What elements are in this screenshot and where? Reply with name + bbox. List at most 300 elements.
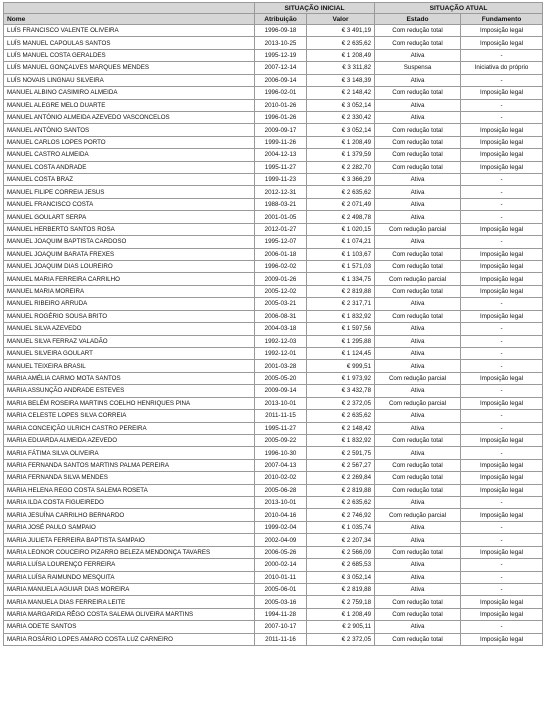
cell-valor: € 1 208,49 [307, 136, 375, 148]
group-header-situacao-atual: SITUAÇÃO ATUAL [375, 3, 543, 14]
cell-atribuicao: 2006-05-26 [255, 546, 307, 558]
cell-fundamento: Imposição legal [461, 472, 543, 484]
cell-estado: Ativa [375, 385, 461, 397]
table-row [4, 497, 543, 509]
cell-valor: € 2 591,75 [307, 447, 375, 459]
cell-estado: Ativa [375, 99, 461, 111]
cell-fundamento: - [461, 583, 543, 595]
cell-nome: MANUEL MARIA FERREIRA CARRILHO [4, 273, 255, 285]
table-row [4, 248, 543, 260]
table-row [4, 111, 543, 123]
cell-valor: € 2 071,49 [307, 198, 375, 210]
cell-estado: Ativa [375, 298, 461, 310]
cell-atribuicao: 2009-09-17 [255, 124, 307, 136]
cell-fundamento: - [461, 298, 543, 310]
cell-nome: MARIA MARGARIDA RÊGO COSTA SALEMA OLIVEIRA MARTINS [4, 608, 255, 620]
cell-valor: € 1 208,49 [307, 608, 375, 620]
cell-fundamento: - [461, 497, 543, 509]
cell-nome: MANUEL FRANCISCO COSTA [4, 198, 255, 210]
table-row [4, 633, 543, 645]
cell-estado: Com redução total [375, 124, 461, 136]
cell-valor: € 1 208,49 [307, 49, 375, 61]
cell-nome: MANUEL CARLOS LOPES PORTO [4, 136, 255, 148]
cell-atribuicao: 1996-09-18 [255, 25, 307, 37]
cell-fundamento: Imposição legal [461, 149, 543, 161]
table-row [4, 198, 543, 210]
table-row [4, 534, 543, 546]
cell-estado: Com redução total [375, 608, 461, 620]
cell-atribuicao: 2005-09-22 [255, 434, 307, 446]
cell-nome: MANUEL CASTRO ALMEIDA [4, 149, 255, 161]
cell-valor: € 3 366,29 [307, 174, 375, 186]
cell-atribuicao: 2013-10-01 [255, 397, 307, 409]
cell-valor: € 2 498,78 [307, 211, 375, 223]
cell-fundamento: Imposição legal [461, 285, 543, 297]
cell-estado: Com redução parcial [375, 273, 461, 285]
cell-atribuicao: 2010-04-16 [255, 509, 307, 521]
table-row [4, 211, 543, 223]
cell-nome: MANUEL SILVA FERRAZ VALADÃO [4, 335, 255, 347]
cell-atribuicao: 2010-02-02 [255, 472, 307, 484]
cell-atribuicao: 2001-01-05 [255, 211, 307, 223]
table-row [4, 397, 543, 409]
cell-fundamento: Imposição legal [461, 633, 543, 645]
cell-nome: MARIA CONCEIÇÃO ULRICH CASTRO PEREIRA [4, 422, 255, 434]
cell-atribuicao: 1996-01-26 [255, 111, 307, 123]
cell-atribuicao: 2006-08-31 [255, 310, 307, 322]
table-row [4, 37, 543, 49]
cell-atribuicao: 2005-06-28 [255, 484, 307, 496]
cell-nome: MANUEL ALBINO CASIMIRO ALMEIDA [4, 87, 255, 99]
cell-fundamento: - [461, 236, 543, 248]
table-row [4, 608, 543, 620]
cell-estado: Com redução parcial [375, 372, 461, 384]
cell-fundamento: Imposição legal [461, 397, 543, 409]
cell-valor: € 1 103,67 [307, 248, 375, 260]
cell-nome: MANUEL COSTA BRAZ [4, 174, 255, 186]
cell-estado: Com redução parcial [375, 397, 461, 409]
cell-valor: € 2 635,62 [307, 186, 375, 198]
cell-fundamento: - [461, 621, 543, 633]
cell-valor: € 2 759,18 [307, 596, 375, 608]
cell-valor: € 2 330,42 [307, 111, 375, 123]
cell-estado: Com redução total [375, 136, 461, 148]
cell-estado: Com redução total [375, 596, 461, 608]
cell-fundamento: - [461, 521, 543, 533]
cell-nome: MARIA FÁTIMA SILVA OLIVEIRA [4, 447, 255, 459]
table-row [4, 583, 543, 595]
cell-fundamento: Imposição legal [461, 37, 543, 49]
cell-nome: MANUEL JOAQUIM BARATA FREXES [4, 248, 255, 260]
cell-nome: MARIA EDUARDA ALMEIDA AZEVEDO [4, 434, 255, 446]
cell-nome: MANUEL ROGÉRIO SOUSA BRITO [4, 310, 255, 322]
cell-valor: € 1 973,92 [307, 372, 375, 384]
cell-estado: Ativa [375, 583, 461, 595]
cell-valor: € 3 311,82 [307, 62, 375, 74]
table-row [4, 571, 543, 583]
cell-fundamento: - [461, 410, 543, 422]
column-header-estado: Estado [375, 14, 461, 25]
cell-atribuicao: 2007-04-13 [255, 459, 307, 471]
cell-valor: € 1 832,92 [307, 310, 375, 322]
cell-estado: Com redução total [375, 261, 461, 273]
cell-atribuicao: 2000-02-14 [255, 559, 307, 571]
cell-nome: LUÍS MANUEL COSTA GERALDES [4, 49, 255, 61]
cell-atribuicao: 1995-12-07 [255, 236, 307, 248]
cell-estado: Ativa [375, 236, 461, 248]
cell-fundamento: Imposição legal [461, 223, 543, 235]
cell-valor: € 1 832,92 [307, 434, 375, 446]
cell-valor: € 3 052,14 [307, 99, 375, 111]
cell-estado: Ativa [375, 74, 461, 86]
cell-fundamento: Imposição legal [461, 87, 543, 99]
cell-estado: Com redução total [375, 87, 461, 99]
cell-atribuicao: 2012-01-27 [255, 223, 307, 235]
cell-valor: € 2 635,62 [307, 410, 375, 422]
cell-estado: Com redução total [375, 149, 461, 161]
pensions-table [3, 2, 543, 646]
cell-nome: MARIA CELESTE LOPES SILVA CORREIA [4, 410, 255, 422]
cell-estado: Com redução total [375, 484, 461, 496]
cell-atribuicao: 2010-01-26 [255, 99, 307, 111]
cell-valor: € 1 379,59 [307, 149, 375, 161]
cell-atribuicao: 2006-01-18 [255, 248, 307, 260]
cell-atribuicao: 2009-09-14 [255, 385, 307, 397]
table-row [4, 347, 543, 359]
cell-valor: € 1 597,56 [307, 323, 375, 335]
table-row [4, 472, 543, 484]
cell-atribuicao: 2001-03-28 [255, 360, 307, 372]
cell-atribuicao: 1999-11-23 [255, 174, 307, 186]
cell-fundamento: - [461, 422, 543, 434]
cell-fundamento: Imposição legal [461, 459, 543, 471]
cell-atribuicao: 2005-03-16 [255, 596, 307, 608]
cell-estado: Ativa [375, 422, 461, 434]
cell-estado: Ativa [375, 497, 461, 509]
cell-valor: € 2 685,53 [307, 559, 375, 571]
cell-fundamento: Imposição legal [461, 596, 543, 608]
cell-nome: MANUEL RIBEIRO ARRUDA [4, 298, 255, 310]
cell-fundamento: - [461, 74, 543, 86]
cell-valor: € 2 317,71 [307, 298, 375, 310]
cell-estado: Com redução total [375, 434, 461, 446]
header-group-row [4, 3, 543, 14]
table-row [4, 372, 543, 384]
table-row [4, 447, 543, 459]
cell-atribuicao: 1988-03-21 [255, 198, 307, 210]
cell-nome: MARIA ROSÁRIO LOPES AMARO COSTA LUZ CARNEIRO [4, 633, 255, 645]
cell-nome: MARIA MANUELA DIAS FERREIRA LEITE [4, 596, 255, 608]
table-row [4, 298, 543, 310]
table-row [4, 186, 543, 198]
cell-estado: Com redução total [375, 25, 461, 37]
cell-atribuicao: 2004-03-18 [255, 323, 307, 335]
cell-valor: € 3 432,78 [307, 385, 375, 397]
cell-nome: MARIA LUÍSA RAIMUNDO MESQUITA [4, 571, 255, 583]
cell-atribuicao: 2005-12-02 [255, 285, 307, 297]
cell-atribuicao: 2011-11-16 [255, 633, 307, 645]
table-row [4, 136, 543, 148]
cell-fundamento: Imposição legal [461, 310, 543, 322]
cell-nome: MARIA LEONOR COUCEIRO PIZARRO BELEZA MENDONÇA TAVARES [4, 546, 255, 558]
cell-estado: Com redução total [375, 459, 461, 471]
table-header [4, 3, 543, 25]
cell-nome: MANUEL MARIA MOREIRA [4, 285, 255, 297]
cell-nome: MANUEL FILIPE CORREIA JESUS [4, 186, 255, 198]
cell-atribuicao: 2013-10-01 [255, 497, 307, 509]
cell-valor: € 3 491,19 [307, 25, 375, 37]
cell-nome: MARIA AMÉLIA CARMO MOTA SANTOS [4, 372, 255, 384]
cell-valor: € 1 295,88 [307, 335, 375, 347]
table-row [4, 74, 543, 86]
cell-atribuicao: 2005-06-01 [255, 583, 307, 595]
table-row [4, 621, 543, 633]
cell-nome: MARIA JULIETA FERREIRA BAPTISTA SAMPAIO [4, 534, 255, 546]
cell-nome: LUÍS FRANCISCO VALENTE OLIVEIRA [4, 25, 255, 37]
cell-atribuicao: 1995-12-19 [255, 49, 307, 61]
table-row [4, 62, 543, 74]
column-header-atribuicao: Atribuição [255, 14, 307, 25]
cell-atribuicao: 2007-12-14 [255, 62, 307, 74]
table-row [4, 25, 543, 37]
header-spacer [4, 3, 255, 14]
cell-fundamento: - [461, 347, 543, 359]
cell-estado: Suspensa [375, 62, 461, 74]
cell-fundamento: Imposição legal [461, 136, 543, 148]
cell-fundamento: - [461, 534, 543, 546]
column-header-valor: Valor [307, 14, 375, 25]
cell-nome: MANUEL GOULART SERPA [4, 211, 255, 223]
cell-estado: Com redução parcial [375, 223, 461, 235]
cell-fundamento: - [461, 447, 543, 459]
cell-atribuicao: 1996-02-02 [255, 261, 307, 273]
cell-valor: € 2 746,92 [307, 509, 375, 521]
cell-fundamento: - [461, 111, 543, 123]
cell-atribuicao: 1996-10-30 [255, 447, 307, 459]
cell-estado: Ativa [375, 559, 461, 571]
column-header-nome: Nome [4, 14, 255, 25]
cell-fundamento: - [461, 49, 543, 61]
cell-valor: € 2 207,34 [307, 534, 375, 546]
table-row [4, 236, 543, 248]
cell-estado: Ativa [375, 186, 461, 198]
cell-atribuicao: 2010-01-11 [255, 571, 307, 583]
cell-nome: LUÍS MANUEL CAPOULAS SANTOS [4, 37, 255, 49]
cell-nome: MANUEL JOAQUIM BAPTISTA CARDOSO [4, 236, 255, 248]
cell-valor: € 1 124,45 [307, 347, 375, 359]
cell-fundamento: Imposição legal [461, 434, 543, 446]
table-row [4, 546, 543, 558]
cell-estado: Com redução total [375, 248, 461, 260]
cell-valor: € 2 567,27 [307, 459, 375, 471]
cell-fundamento: Imposição legal [461, 124, 543, 136]
cell-fundamento: - [461, 211, 543, 223]
cell-atribuicao: 1995-11-27 [255, 161, 307, 173]
table-row [4, 434, 543, 446]
cell-nome: MARIA FERNANDA SILVA MENDES [4, 472, 255, 484]
cell-fundamento: Imposição legal [461, 261, 543, 273]
table-row [4, 521, 543, 533]
table-row [4, 285, 543, 297]
cell-nome: MARIA BELÉM ROSEIRA MARTINS COELHO HENRIQUES PINA [4, 397, 255, 409]
table-row [4, 261, 543, 273]
cell-valor: € 2 372,05 [307, 633, 375, 645]
cell-atribuicao: 2005-05-20 [255, 372, 307, 384]
table-row [4, 509, 543, 521]
cell-nome: MARIA ILDA COSTA FIGUEIREDO [4, 497, 255, 509]
cell-nome: MANUEL ANTÓNIO SANTOS [4, 124, 255, 136]
cell-estado: Com redução total [375, 37, 461, 49]
header-column-row [4, 14, 543, 25]
table-row [4, 87, 543, 99]
table-row [4, 360, 543, 372]
cell-fundamento: Imposição legal [461, 25, 543, 37]
cell-valor: € 3 052,14 [307, 571, 375, 583]
cell-valor: € 2 905,11 [307, 621, 375, 633]
cell-estado: Com redução total [375, 285, 461, 297]
table-row [4, 161, 543, 173]
cell-estado: Ativa [375, 621, 461, 633]
cell-estado: Com redução total [375, 472, 461, 484]
cell-valor: € 2 282,70 [307, 161, 375, 173]
cell-nome: MANUEL SILVEIRA GOULART [4, 347, 255, 359]
cell-valor: € 1 035,74 [307, 521, 375, 533]
table-row [4, 149, 543, 161]
cell-fundamento: Imposição legal [461, 273, 543, 285]
cell-atribuicao: 1999-11-26 [255, 136, 307, 148]
cell-nome: MARIA FERNANDA SANTOS MARTINS PALMA PEREIRA [4, 459, 255, 471]
cell-fundamento: Imposição legal [461, 248, 543, 260]
table-row [4, 484, 543, 496]
cell-fundamento: - [461, 174, 543, 186]
cell-fundamento: Imposição legal [461, 546, 543, 558]
cell-fundamento: - [461, 186, 543, 198]
cell-atribuicao: 2013-10-25 [255, 37, 307, 49]
cell-estado: Ativa [375, 211, 461, 223]
cell-atribuicao: 2009-01-26 [255, 273, 307, 285]
cell-estado: Ativa [375, 49, 461, 61]
cell-atribuicao: 2007-10-17 [255, 621, 307, 633]
cell-valor: € 1 334,75 [307, 273, 375, 285]
cell-fundamento: Imposição legal [461, 372, 543, 384]
cell-fundamento: Imposição legal [461, 161, 543, 173]
cell-nome: MARIA JESUÍNA CARRILHO BERNARDO [4, 509, 255, 521]
cell-valor: € 2 148,42 [307, 87, 375, 99]
table-body [4, 25, 543, 646]
table-row [4, 223, 543, 235]
cell-estado: Ativa [375, 447, 461, 459]
cell-nome: LUÍS NOVAIS LINGNAU SILVEIRA [4, 74, 255, 86]
cell-estado: Ativa [375, 335, 461, 347]
cell-atribuicao: 2012-12-31 [255, 186, 307, 198]
cell-estado: Com redução total [375, 161, 461, 173]
cell-atribuicao: 1994-11-28 [255, 608, 307, 620]
cell-valor: € 3 148,39 [307, 74, 375, 86]
cell-atribuicao: 2006-09-14 [255, 74, 307, 86]
cell-estado: Ativa [375, 323, 461, 335]
cell-valor: € 2 372,05 [307, 397, 375, 409]
cell-valor: € 2 148,42 [307, 422, 375, 434]
cell-estado: Ativa [375, 571, 461, 583]
table-row [4, 422, 543, 434]
cell-nome: MARIA ODETE SANTOS [4, 621, 255, 633]
cell-nome: MANUEL COSTA ANDRADE [4, 161, 255, 173]
table-row [4, 323, 543, 335]
cell-estado: Com redução parcial [375, 509, 461, 521]
cell-valor: € 3 052,14 [307, 124, 375, 136]
table-row [4, 310, 543, 322]
table-row [4, 459, 543, 471]
table-row [4, 410, 543, 422]
cell-fundamento: Imposição legal [461, 484, 543, 496]
cell-fundamento: - [461, 323, 543, 335]
cell-fundamento: - [461, 385, 543, 397]
cell-valor: € 2 566,09 [307, 546, 375, 558]
cell-nome: MARIA HELENA REGO COSTA SALEMA ROSETA [4, 484, 255, 496]
cell-estado: Ativa [375, 174, 461, 186]
cell-nome: MANUEL JOAQUIM DIAS LOUREIRO [4, 261, 255, 273]
cell-valor: € 2 819,88 [307, 484, 375, 496]
cell-atribuicao: 2002-04-09 [255, 534, 307, 546]
cell-atribuicao: 2004-12-13 [255, 149, 307, 161]
cell-estado: Ativa [375, 521, 461, 533]
cell-estado: Ativa [375, 410, 461, 422]
table-row [4, 335, 543, 347]
cell-valor: € 2 269,84 [307, 472, 375, 484]
cell-nome: MARIA ASSUNÇÃO ANDRADE ESTEVES [4, 385, 255, 397]
cell-valor: € 999,51 [307, 360, 375, 372]
cell-estado: Ativa [375, 347, 461, 359]
column-header-fundamento: Fundamento [461, 14, 543, 25]
table-row [4, 273, 543, 285]
cell-nome: MARIA JOSÉ PAULO SAMPAIO [4, 521, 255, 533]
cell-atribuicao: 1992-12-01 [255, 347, 307, 359]
cell-estado: Com redução total [375, 310, 461, 322]
cell-atribuicao: 1999-02-04 [255, 521, 307, 533]
cell-fundamento: - [461, 335, 543, 347]
cell-atribuicao: 2011-11-15 [255, 410, 307, 422]
cell-fundamento: Imposição legal [461, 509, 543, 521]
cell-nome: MANUEL SILVA AZEVEDO [4, 323, 255, 335]
cell-nome: LUÍS MANUEL GONÇALVES MARQUES MENDES [4, 62, 255, 74]
table-row [4, 596, 543, 608]
cell-estado: Com redução total [375, 633, 461, 645]
table-row [4, 385, 543, 397]
cell-estado: Ativa [375, 360, 461, 372]
cell-valor: € 2 819,88 [307, 285, 375, 297]
cell-atribuicao: 1996-02-01 [255, 87, 307, 99]
cell-valor: € 1 571,03 [307, 261, 375, 273]
table-row [4, 559, 543, 571]
cell-nome: MANUEL TEIXEIRA BRASIL [4, 360, 255, 372]
table-row [4, 99, 543, 111]
cell-fundamento: - [461, 571, 543, 583]
cell-fundamento: - [461, 559, 543, 571]
cell-valor: € 1 074,21 [307, 236, 375, 248]
cell-atribuicao: 1992-12-03 [255, 335, 307, 347]
cell-valor: € 2 635,62 [307, 497, 375, 509]
cell-valor: € 1 020,15 [307, 223, 375, 235]
cell-nome: MANUEL ANTÓNIO ALMEIDA AZEVEDO VASCONCELOS [4, 111, 255, 123]
cell-nome: MANUEL HERBERTO SANTOS ROSA [4, 223, 255, 235]
cell-atribuicao: 1995-11-27 [255, 422, 307, 434]
cell-estado: Ativa [375, 198, 461, 210]
cell-nome: MANUEL ALEGRE MELO DUARTE [4, 99, 255, 111]
cell-valor: € 2 635,62 [307, 37, 375, 49]
table-row [4, 174, 543, 186]
cell-fundamento: Imposição legal [461, 608, 543, 620]
cell-nome: MARIA MANUELA AGUIAR DIAS MOREIRA [4, 583, 255, 595]
